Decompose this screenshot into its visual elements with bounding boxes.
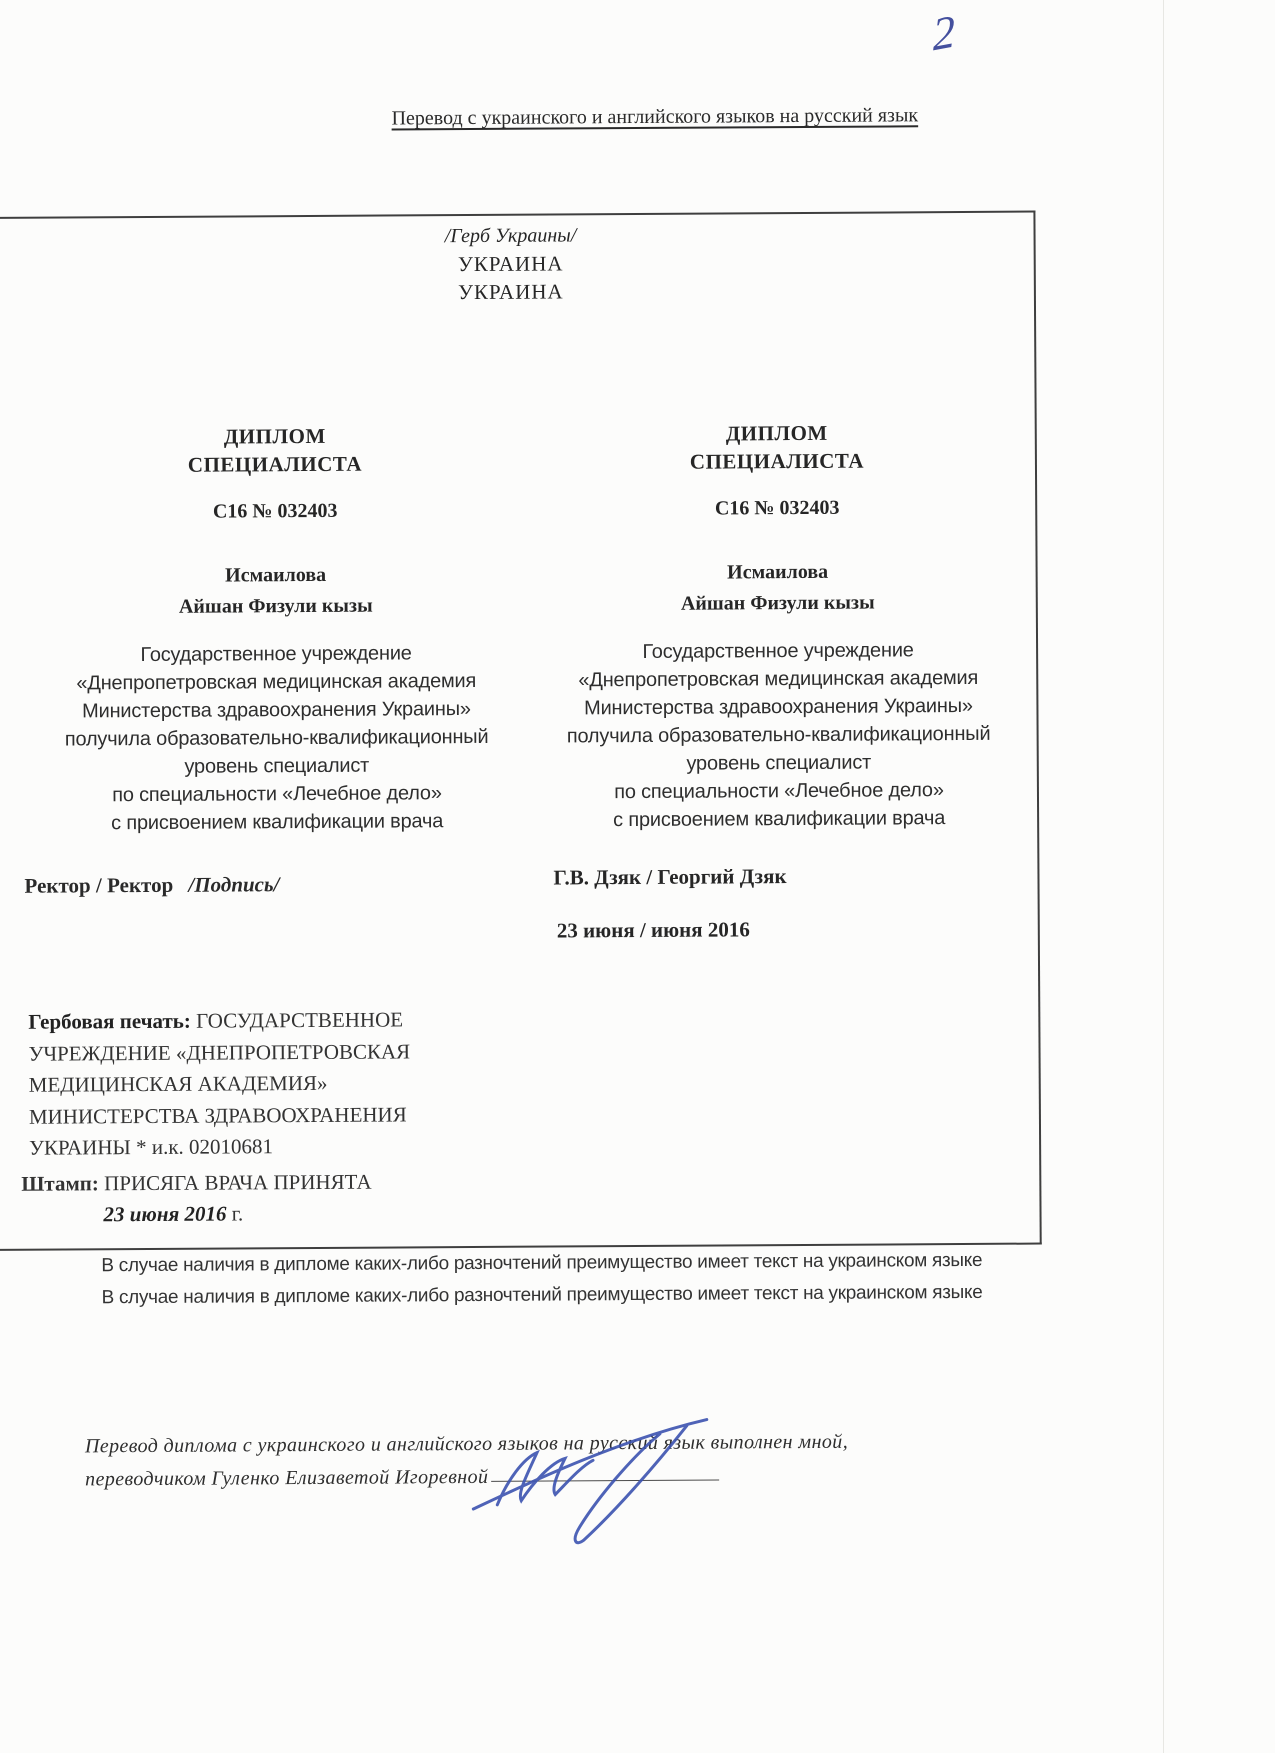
signatory-name: Г.В. Дзяк / Георгий Дзяк	[553, 864, 787, 890]
stamp-label: Штамп:	[21, 1171, 99, 1196]
diploma-number: С16 № 032403	[714, 496, 840, 520]
discrepancy-note-2: В случае наличия в дипломе каких-либо разночтений преимущество имеет текст на украинском языке	[101, 1281, 983, 1309]
translator-statement-line2: переводчиком Гуленко Елизаветой Игоревной	[85, 1465, 489, 1491]
rector-signature-line	[24, 872, 279, 899]
diploma-body-text: Государственное учреждение «Днепропетровская медицинская академия Министерства здравоохранения Украины» получила образовательно-квалификационный уровень специалист по специальности «Лечебное дело» с присвоением квалификации врача	[64, 642, 489, 835]
diploma-translation-box	[0, 211, 1042, 1251]
graduate-name: Исмаилова Айшан Физули кызы	[680, 560, 875, 615]
stamp-date: 23 июня 2016	[103, 1201, 227, 1227]
graduate-name: Исмаилова Айшан Физули кызы	[178, 563, 373, 618]
diploma-title: ДИПЛОМ СПЕЦИАЛИСТА	[689, 420, 865, 474]
translator-statement-line1: Перевод диплома с украинского и английского языков на русский язык выполнен мной,	[84, 1430, 849, 1458]
seal-label: Гербовая печать:	[28, 1008, 191, 1034]
diploma-body-text: Государственное учреждение «Днепропетровская медицинская академия Министерства здравоохранения Украины» получила образовательно-квалификационный уровень специалист по специальности «Лечебное дело» с присвоением квалификации врача	[566, 639, 991, 832]
emblem-block	[0, 219, 1034, 309]
country-line: УКРАИНА	[457, 251, 564, 277]
seal-description-block: Гербовая печать: ГОСУДАРСТВЕННОЕ УЧРЕЖДЕНИЕ «ДНЕПРОПЕТРОВСКАЯ МЕДИЦИНСКАЯ АКАДЕМИЯ» МИНИСТЕРСТВА ЗДРАВООХРАНЕНИЯ УКРАИНЫ * и.к. 02010681	[28, 1007, 411, 1160]
diploma-date: 23 июня / июня 2016	[556, 917, 750, 943]
country-line: УКРАИНА	[458, 279, 564, 305]
diploma-title: ДИПЛОМ СПЕЦИАЛИСТА	[187, 423, 363, 477]
discrepancy-note-1: В случае наличия в дипломе каких-либо разночтений преимущество имеет текст на украинском языке	[101, 1249, 983, 1277]
signature-placeholder-note: /Подпись/	[188, 872, 280, 897]
stamp-description-block: Штамп: ПРИСЯГА ВРАЧА ПРИНЯТА 23 июня 2016 г.	[21, 1169, 372, 1227]
handwritten-page-number: 2	[931, 4, 957, 61]
diploma-column-left	[45, 421, 509, 1074]
emblem-note: /Герб Украины/	[444, 224, 577, 248]
diploma-number: С16 № 032403	[212, 499, 338, 523]
translation-header: Перевод с украинского и английского языков на русский язык	[391, 104, 919, 130]
diploma-column-right	[547, 418, 1011, 1071]
rector-label: Ректор / Ректор	[24, 872, 174, 898]
translator-signature-handwriting	[455, 1395, 726, 1552]
